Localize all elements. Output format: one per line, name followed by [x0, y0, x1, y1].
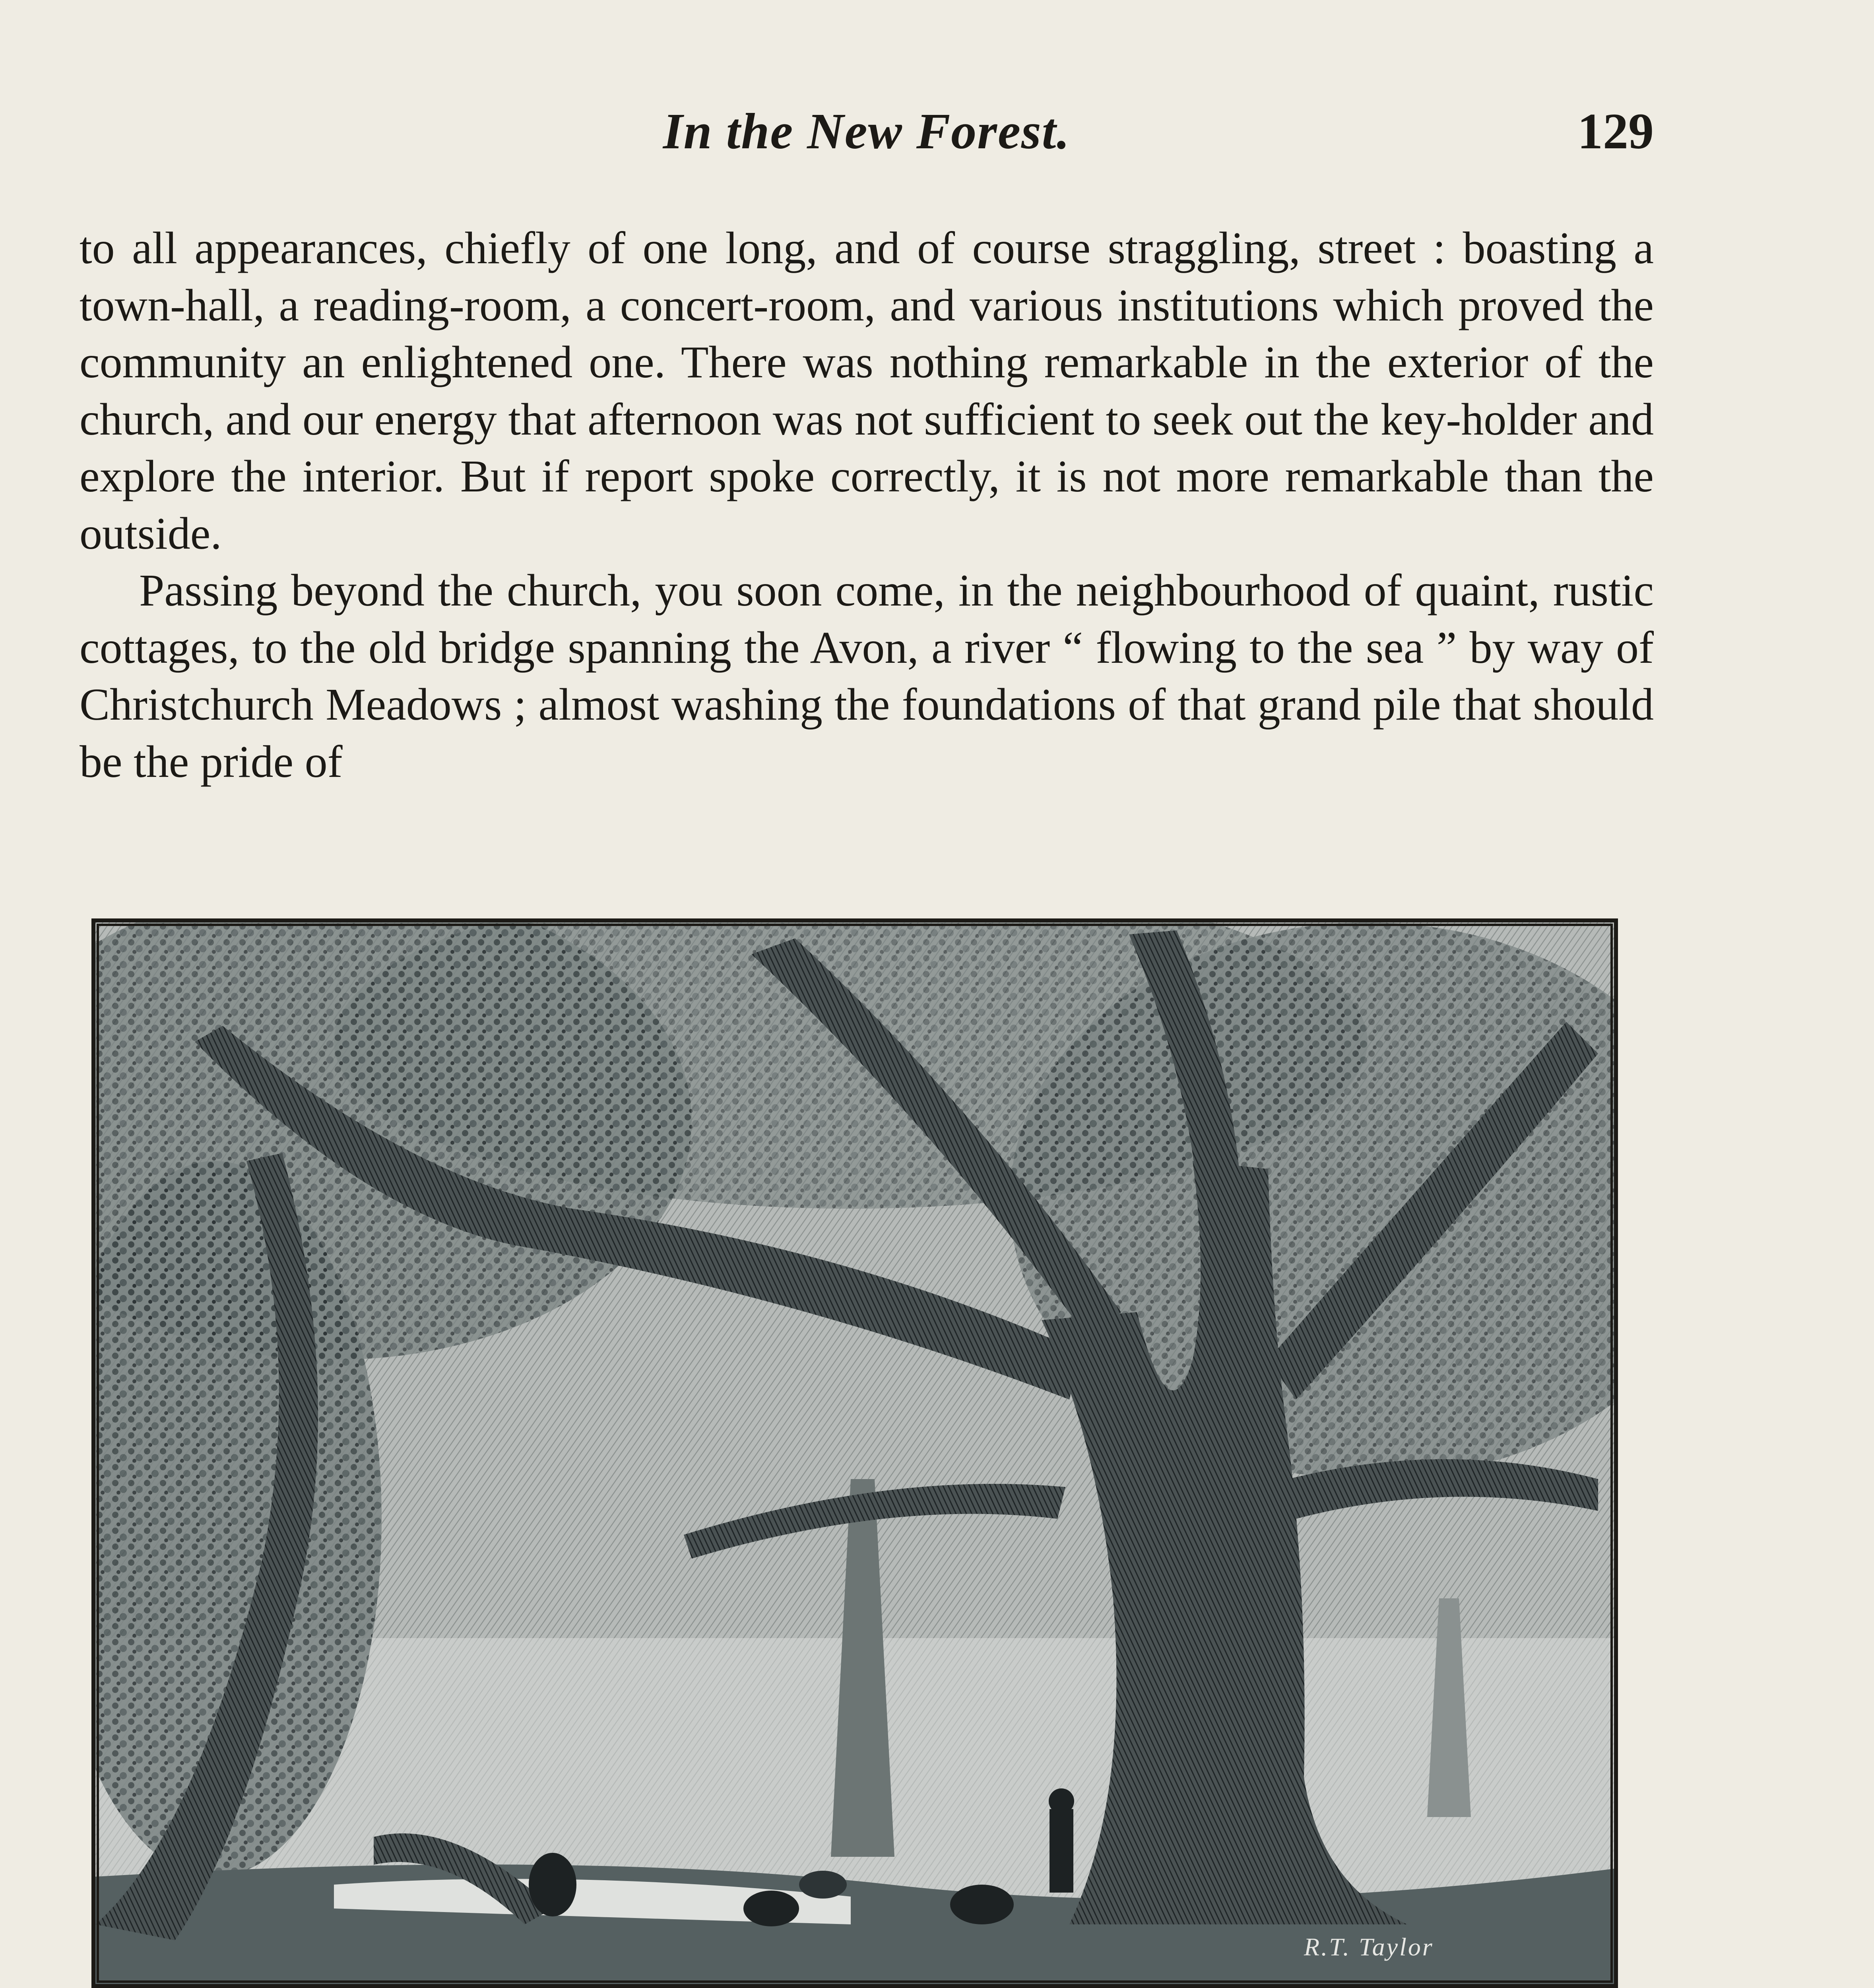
page-number: 129 — [1577, 103, 1654, 159]
running-title: In the New Forest. — [663, 103, 1071, 159]
body-text-top — [80, 219, 1654, 790]
paragraph: to all appearances, chiefly of one long, and of course straggling, street : boasting a town-hall, a reading-room, a concert-room, and various institutions which proved the community an enlightened one. There was nothing remarkable in the exterior of the church, and our energy that afternoon was not sufficient to seek out the key-holder and explore the interior. But if report spoke correctly, it is not more remarkable than the outside. — [80, 223, 1654, 559]
engraving-st-peters-oak — [91, 918, 1618, 1988]
oak-tree-engraving — [95, 922, 1614, 1984]
running-head — [80, 95, 1654, 175]
paragraph: Passing beyond the church, you soon come, in the neighbourhood of quaint, rustic cottages, to the old bridge spanning the Avon, a river “ flowing to the sea ” by way of Christchurch Meadows ; almost washing the foundations of that grand pile that should be the pride of — [80, 565, 1654, 787]
engraver-signature: R.T. Taylor — [1304, 1933, 1434, 1961]
